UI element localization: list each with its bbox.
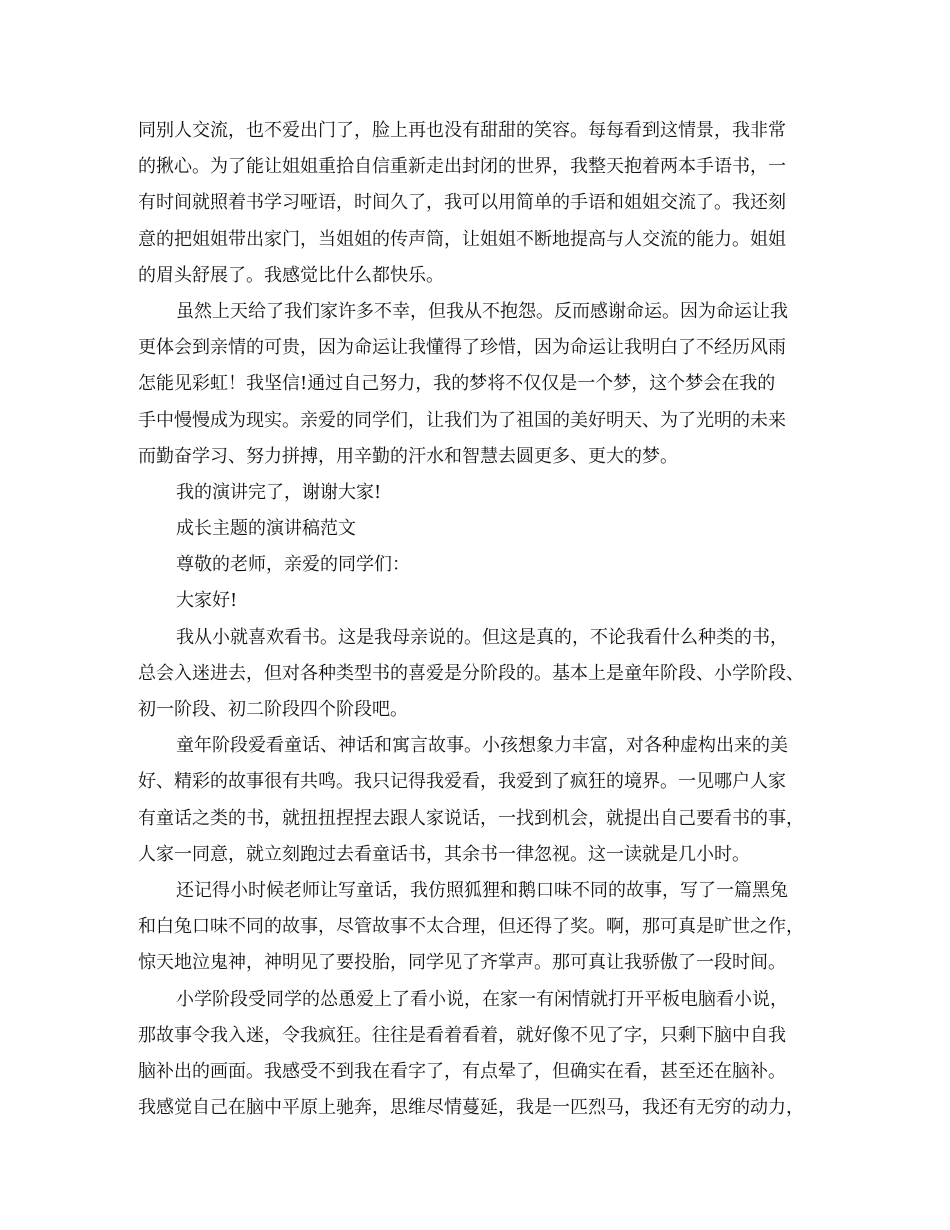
paragraph-first-line: 还记得小时候老师让写童话，我仿照狐狸和鹅口味不同的故事，写了一篇黑兔 [176, 879, 788, 901]
document-body [138, 113, 818, 1126]
paragraph-first-line: 成长主题的演讲稿范文 [176, 518, 356, 540]
text-line: 好、精彩的故事很有共鸣。我只记得我爱看，我爱到了疯狂的境界。一见哪户人家 [138, 771, 786, 793]
text-line: 有童话之类的书，就扭扭捏捏去跟人家说话，一找到机会，就提出自己要看书的事， [138, 807, 804, 829]
text-line: 脑补出的画面。我感受不到我在看字了，有点晕了，但确实在看，甚至还在脑补。 [138, 1060, 786, 1082]
text-line: 初一阶段、初二阶段四个阶段吧。 [138, 699, 408, 720]
text-line: 总会入迷进去，但对各种类型书的喜爱是分阶段的。基本上是童年阶段、小学阶段、 [138, 662, 804, 684]
text-line: 人家一同意，就立刻跑过去看童话书，其余书一律忽视。这一读就是几小时。 [138, 843, 750, 865]
text-line: 有时间就照着书学习哑语，时间久了，我可以用简单的手语和姐姐交流了。我还刻 [138, 192, 786, 214]
text-line: 而勤奋学习、努力拼搏，用辛勤的汗水和智慧去圆更多、更大的梦。 [138, 445, 678, 467]
text-line: 我感觉自己在脑中平原上驰奔，思维尽情蔓延，我是一匹烈马，我还有无穷的动力， [138, 1097, 804, 1119]
paragraph-first-line: 大家好! [176, 590, 238, 612]
text-line: 怎能见彩虹！我坚信!通过自己努力，我的梦将不仅仅是一个梦，这个梦会在我的 [138, 373, 776, 395]
text-line: 意的把姐姐带出家门，当姐姐的传声筒，让姐姐不断地提高与人交流的能力。姐姐 [138, 228, 786, 250]
paragraph-first-line: 童年阶段爱看童话、神话和寓言故事。小孩想象力丰富，对各种虚构出来的美 [176, 735, 788, 757]
paragraph-first-line: 尊敬的老师，亲爱的同学们： [176, 554, 410, 576]
text-line: 的揪心。为了能让姐姐重拾自信重新走出封闭的世界，我整天抱着两本手语书，一 [138, 156, 786, 178]
paragraph-first-line: 我从小就喜欢看书。这是我母亲说的。但这是真的，不论我看什么种类的书， [176, 626, 788, 648]
text-line: 同别人交流，也不爱出门了，脸上再也没有甜甜的笑容。每每看到这情景，我非常 [138, 120, 786, 141]
text-line: 和白兔口味不同的故事，尽管故事不太合理，但还得了奖。啊，那可真是旷世之作， [138, 916, 804, 938]
paragraph-first-line: 小学阶段受同学的怂恿爱上了看小说，在家一有闲情就打开平板电脑看小说， [176, 988, 788, 1010]
paragraph-first-line: 虽然上天给了我们家许多不幸，但我从不抱怨。反而感谢命运。因为命运让我 [176, 300, 788, 322]
paragraph-first-line: 我的演讲完了，谢谢大家! [176, 481, 382, 503]
text-line: 手中慢慢成为现实。亲爱的同学们，让我们为了祖国的美好明天、为了光明的未来 [138, 409, 786, 431]
text-line: 的眉头舒展了。我感觉比什么都快乐。 [138, 264, 444, 286]
text-line: 那故事令我入迷，令我疯狂。往往是看着看着，就好像不见了字，只剩下脑中自我 [138, 1024, 786, 1046]
text-line: 更体会到亲情的可贵，因为命运让我懂得了珍惜，因为命运让我明白了不经历风雨 [138, 337, 786, 359]
text-line: 惊天地泣鬼神，神明见了要投胎，同学见了齐掌声。那可真让我骄傲了一段时间。 [138, 952, 786, 974]
